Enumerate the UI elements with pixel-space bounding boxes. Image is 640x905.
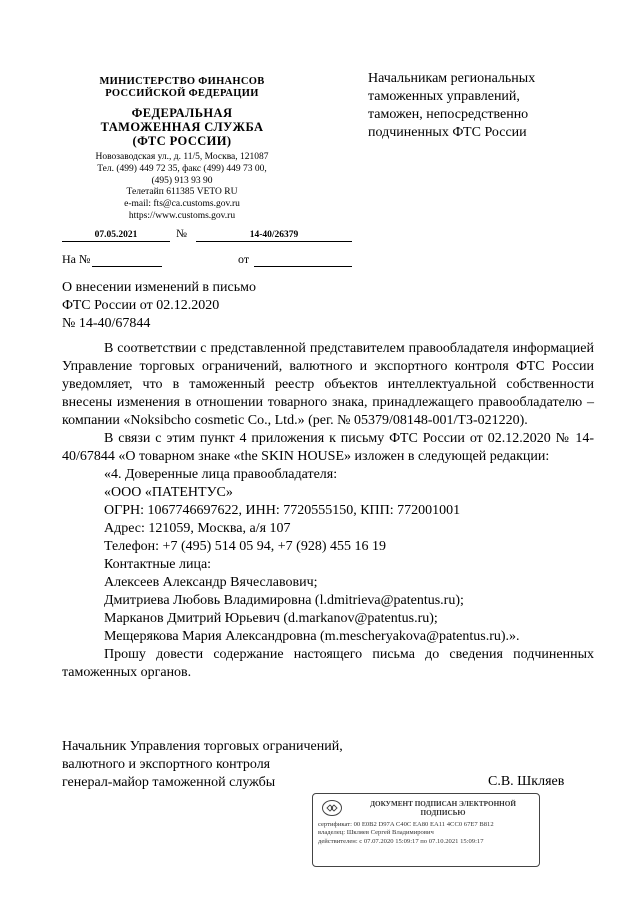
incoming-reference <box>62 252 294 268</box>
stamp-title <box>353 800 533 817</box>
service-line1: ФЕДЕРАЛЬНАЯ <box>131 106 233 120</box>
paragraph-amendment: В связи с этим пункт 4 приложения к письму ФТС России от 02.12.2020 № 14-40/67844 «О товарном знаке «the SKIN HOUSE» изложен в следующей редакции: <box>62 431 594 464</box>
electronic-signature-stamp <box>312 793 540 867</box>
position-line3: генерал-майор таможенной службы <box>62 775 276 790</box>
quote-line: Алексеев Александр Вячеславович; <box>104 575 318 590</box>
addressee-line2: таможенных управлений, <box>368 89 520 104</box>
quote-line: «ООО «ПАТЕНТУС» <box>104 485 233 500</box>
addressee-line1: Начальникам региональных <box>368 71 536 86</box>
stamp-validity: действителен: с 07.07.2020 15:09:17 по 07.10.2021 15:09:17 <box>318 837 484 845</box>
stamp-title-line2: ПОДПИСЬЮ <box>420 808 466 817</box>
quote-line: ОГРН: 1067746697622, ИНН: 7720555150, КПП: 772001001 <box>104 503 461 518</box>
stamp-owner: владелец: Шкляев Сергей Владимирович <box>318 829 434 837</box>
position-line2: валютного и экспортного контроля <box>62 757 271 772</box>
website: https://www.customs.gov.ru <box>128 210 236 221</box>
address: Новозаводская ул., д. 11/5, Москва, 121087 <box>95 152 269 162</box>
stamp-details <box>318 821 534 846</box>
phone-line2: (495) 913 93 90 <box>151 175 213 186</box>
ministry-line2: РОССИЙСКОЙ ФЕДЕРАЦИИ <box>105 88 259 99</box>
quote-line: Марканов Дмитрий Юрьевич (d.markanov@patentus.ru); <box>104 611 438 626</box>
stamp-title-line1: ДОКУМЕНТ ПОДПИСАН ЭЛЕКТРОННОЙ <box>370 800 516 808</box>
quote-line: «4. Доверенные лица правообладателя: <box>104 467 338 482</box>
letter-body <box>62 340 594 682</box>
position-line1: Начальник Управления торговых ограничений, <box>62 739 343 754</box>
emblem-icon <box>321 799 343 817</box>
addressee-line3: таможен, непосредственно <box>368 107 529 122</box>
signatory-position <box>62 738 392 792</box>
addressee <box>368 70 598 142</box>
subject-line1: О внесении изменений в письмо <box>62 280 256 295</box>
ministry-line1: МИНИСТЕРСТВО ФИНАНСОВ <box>99 76 265 87</box>
quote-line: Контактные лица: <box>104 557 212 572</box>
quote-line: Телефон: +7 (495) 514 05 94, +7 (928) 455 16 19 <box>104 539 386 554</box>
stamp-certificate: сертификат: 00 E0B2 D97A C40C EA80 EA11 4CC0 67E7 B812 <box>318 821 494 828</box>
quote-line: Дмитриева Любовь Владимировна (l.dmitrieva@patentus.ru); <box>104 593 464 608</box>
document-number: 14-40/26379 <box>196 230 352 242</box>
on-number-label: На № <box>62 252 91 266</box>
email: e-mail: fts@ca.customs.gov.ru <box>124 199 240 210</box>
teletype: Телетайп 611385 VETO RU <box>126 187 238 198</box>
number-sign: № <box>176 228 187 240</box>
contact-details <box>62 152 302 223</box>
phone-line1: Тел. (499) 449 72 35, факс (499) 449 73 00, <box>97 163 267 174</box>
service-name <box>62 106 302 148</box>
subject-line2: ФТС России от 02.12.2020 <box>62 298 220 313</box>
on-number-blank <box>92 266 162 267</box>
subject <box>62 279 322 333</box>
service-line2: ТАМОЖЕННАЯ СЛУЖБА <box>100 120 264 134</box>
quote-line: Адрес: 121059, Москва, а/я 107 <box>104 521 291 536</box>
service-line3: (ФТС РОССИИ) <box>132 134 232 148</box>
ministry-name <box>62 76 302 100</box>
document-date: 07.05.2021 <box>62 230 170 242</box>
signatory-name: С.В. Шкляев <box>488 774 565 789</box>
addressee-line4: подчиненных ФТС России <box>368 125 527 140</box>
subject-line3: № 14-40/67844 <box>62 316 151 331</box>
from-date-blank <box>254 266 352 267</box>
outgoing-reference <box>62 228 299 246</box>
paragraph-request: Прошу довести содержание настоящего письма до сведения подчиненных таможенных органов. <box>62 647 594 680</box>
from-label: от <box>238 252 250 266</box>
paragraph-notification: В соответствии с представленной представителем правообладателя информацией Управление торговых ограничений, валютного и экспортного контроля ФТС России уведомляет, что в таможенный реестр объектов интеллектуальной собственности внесены изменения в отношении товарного знака, принадлежащего правообладателю – компании «Noksibcho cosmetic Co., Ltd.» (рег. № 05379/08148-001/ТЗ-021220). <box>62 341 594 428</box>
quote-line: Мещерякова Мария Александровна (m.mescheryakova@patentus.ru).». <box>104 629 520 644</box>
